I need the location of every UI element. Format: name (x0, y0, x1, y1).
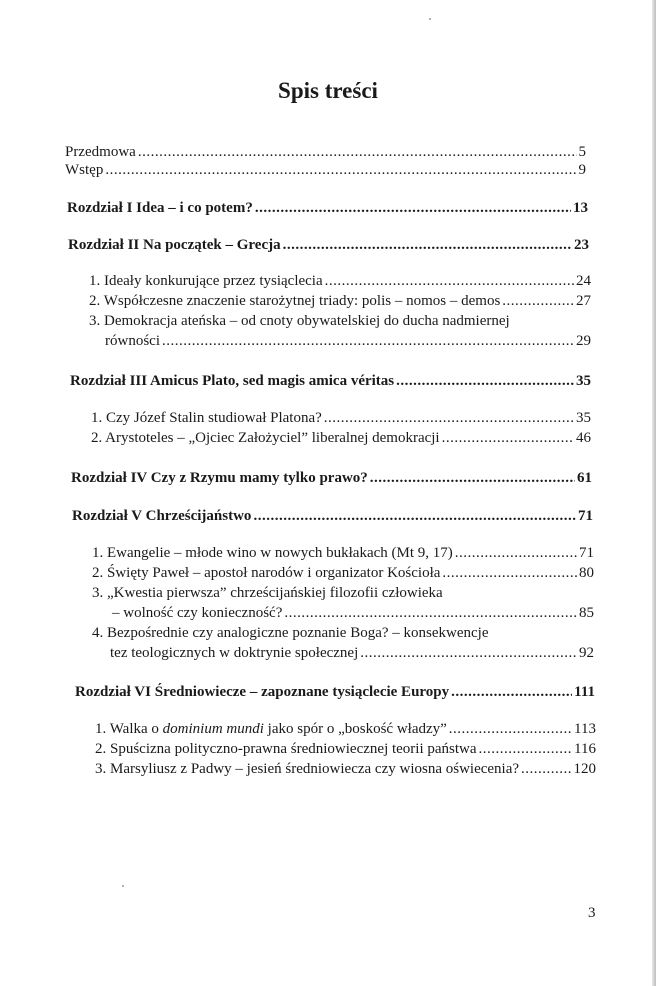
toc-chapter-5[interactable] (72, 508, 593, 525)
toc-page-number: 120 (573, 761, 596, 777)
toc-entry-title-suffix: jako spór o „boskość władzy” (263, 721, 447, 737)
leader-dots (370, 470, 575, 487)
toc-section-5-2[interactable] (92, 565, 594, 582)
toc-page-number: 111 (574, 684, 595, 700)
toc-page-number: 71 (578, 508, 593, 524)
toc-entry-title: 2. Arystoteles – „Ojciec Założyciel” liberalnej demokracji (91, 430, 440, 446)
leader-dots (521, 761, 571, 778)
toc-entry-title: Rozdział II Na początek – Grecja (68, 237, 281, 253)
toc-chapter-1[interactable] (67, 200, 588, 217)
toc-page-number: 113 (574, 721, 596, 737)
toc-section-6-1[interactable] (95, 721, 596, 738)
toc-page-number: 80 (579, 565, 594, 581)
toc-entry-przedmowa[interactable] (65, 144, 586, 161)
toc-entry-title: 2. Święty Paweł – apostoł narodów i organizator Kościoła (92, 565, 441, 581)
leader-dots (396, 373, 574, 390)
toc-entry-title: 2. Współczesne znaczenie starożytnej triady: polis – nomos – demos (89, 293, 501, 309)
toc-section-5-4[interactable]: 4. Bezpośrednie czy analogiczne poznanie Boga? – konsekwencje (92, 625, 489, 641)
leader-dots (255, 200, 571, 217)
toc-entry-title-prefix: 1. Walka o (95, 721, 163, 737)
toc-chapter-3[interactable] (70, 373, 591, 390)
toc-entry-title: Rozdział I Idea – i co potem? (67, 200, 253, 216)
scan-speck (122, 885, 124, 887)
toc-section-5-3[interactable]: 3. „Kwestia pierwsza” chrześcijańskiej filozofii człowieka (92, 585, 443, 601)
toc-page-number: 24 (576, 273, 591, 289)
page-edge (652, 0, 656, 986)
leader-dots (253, 508, 576, 525)
toc-section-2-3-continued[interactable] (105, 333, 591, 350)
toc-entry-title: Przedmowa (65, 144, 136, 160)
toc-section-2-2[interactable] (89, 293, 591, 310)
toc-entry-title: Rozdział VI Średniowiecze – zapoznane tysiąclecie Europy (75, 684, 450, 700)
toc-entry-title: Rozdział V Chrześcijaństwo (72, 508, 252, 524)
toc-page-number: 13 (573, 200, 588, 216)
toc-section-5-4-continued[interactable] (110, 645, 594, 662)
toc-entry-title: Rozdział IV Czy z Rzymu mamy tylko prawo? (71, 470, 368, 486)
leader-dots (138, 144, 577, 161)
toc-section-3-1[interactable] (91, 410, 591, 427)
leader-dots (284, 605, 577, 622)
toc-section-3-2[interactable] (91, 430, 591, 447)
toc-entry-title: – wolność czy konieczność? (112, 605, 283, 621)
leader-dots (502, 293, 574, 310)
toc-entry-title-italic: dominium mundi (162, 721, 264, 737)
toc-entry-title: 2. Spuścizna polityczno-prawna średniowiecznej teorii państwa (95, 741, 477, 757)
toc-page-number: 5 (578, 144, 586, 160)
leader-dots (105, 162, 576, 179)
toc-page-number: 29 (576, 333, 591, 349)
leader-dots (451, 684, 572, 701)
page-title: Spis treści (278, 78, 378, 103)
scan-speck (429, 18, 431, 20)
toc-page-number: 116 (574, 741, 596, 757)
toc-section-5-1[interactable] (92, 545, 594, 562)
leader-dots (162, 333, 574, 350)
toc-page-number: 85 (579, 605, 594, 621)
toc-chapter-2[interactable] (68, 237, 589, 254)
toc-entry-title: 1. Ewangelie – młode wino w nowych bukłakach (Mt 9, 17) (92, 545, 453, 561)
toc-entry-title: Wstęp (65, 162, 104, 178)
toc-section-5-3-continued[interactable] (112, 605, 594, 622)
leader-dots (324, 410, 574, 427)
leader-dots (325, 273, 574, 290)
toc-entry-title (95, 721, 447, 738)
toc-entry-title: 1. Czy Józef Stalin studiował Platona? (91, 410, 322, 426)
toc-page-number: 23 (574, 237, 589, 253)
leader-dots (455, 545, 577, 562)
toc-page-number: 92 (579, 645, 594, 661)
leader-dots (283, 237, 572, 254)
toc-page-number: 35 (576, 373, 591, 389)
leader-dots (479, 741, 573, 758)
toc-chapter-6[interactable] (75, 684, 595, 701)
toc-entry-title: tez teologicznych w doktrynie społecznej (110, 645, 359, 661)
leader-dots (442, 565, 577, 582)
toc-section-6-3[interactable] (95, 761, 596, 778)
toc-page-number: 71 (579, 545, 594, 561)
toc-entry-title: 1. Ideały konkurujące przez tysiąclecia (89, 273, 323, 289)
toc-entry-wstep[interactable] (65, 162, 586, 179)
toc-section-2-3[interactable]: 3. Demokracja ateńska – od cnoty obywatelskiej do ducha nadmiernej (89, 313, 510, 329)
toc-entry-title: Rozdział III Amicus Plato, sed magis amica véritas (70, 373, 395, 389)
toc-entry-title: równości (105, 333, 160, 349)
toc-page-number: 46 (576, 430, 591, 446)
toc-section-2-1[interactable] (89, 273, 591, 290)
toc-page-number: 35 (576, 410, 591, 426)
toc-page-number: 61 (577, 470, 592, 486)
toc-chapter-4[interactable] (71, 470, 592, 487)
toc-section-6-2[interactable] (95, 741, 596, 758)
leader-dots (360, 645, 577, 662)
leader-dots (449, 721, 572, 738)
toc-entry-title: 3. Marsyliusz z Padwy – jesień średniowiecza czy wiosna oświecenia? (95, 761, 520, 777)
toc-page-number: 27 (576, 293, 591, 309)
leader-dots (442, 430, 574, 447)
toc-page-number: 9 (578, 162, 586, 178)
page-number: 3 (588, 905, 596, 921)
